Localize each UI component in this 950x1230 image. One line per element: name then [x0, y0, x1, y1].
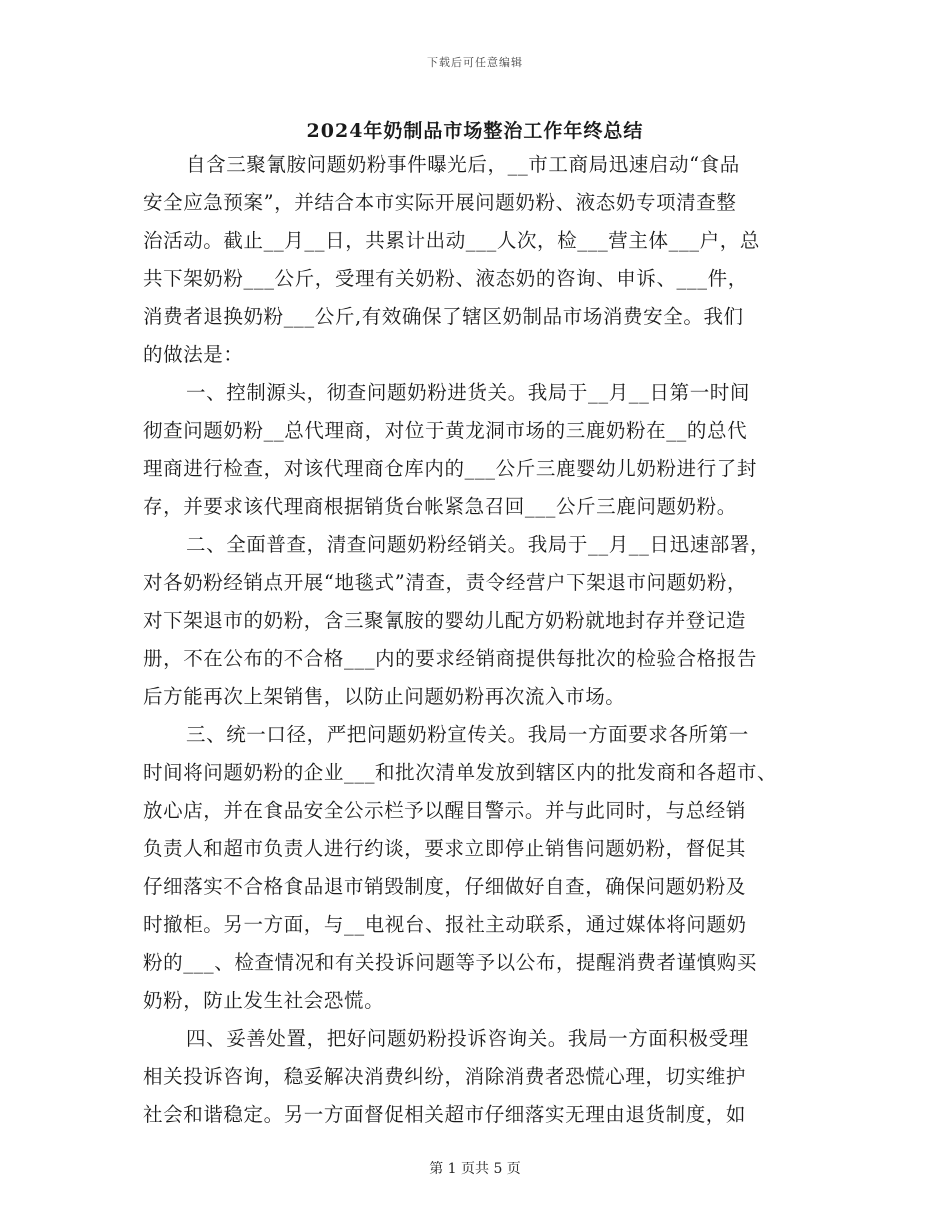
- text-line: 时间将问题奶粉的企业___和批次清单发放到辖区内的批发商和各超市、: [143, 761, 778, 784]
- text-line: 对下架退市的奶粉，含三聚氰胺的婴幼儿配方奶粉就地封存并登记造: [143, 609, 747, 632]
- text-line: 一、控制源头，彻查问题奶粉进货关。我局于__月__日第一时间: [186, 381, 751, 404]
- text-line: 彻查问题奶粉__总代理商，对位于黄龙洞市场的三鹿奶粉在__的总代: [143, 419, 748, 442]
- text-line: 册，不在公布的不合格___内的要求经销商提供每批次的检验合格报告: [143, 647, 757, 670]
- header-note: 下载后可任意编辑: [427, 56, 523, 69]
- text-line: 存，并要求该代理商根据销货台帐紧急召回___公斤三鹿问题奶粉。: [143, 495, 737, 518]
- text-line: 自含三聚氰胺问题奶粉事件曝光后，__市工商局迅速启动“食品: [186, 153, 740, 176]
- text-line: 理商进行检查，对该代理商仓库内的___公斤三鹿婴幼儿奶粉进行了封: [143, 457, 757, 480]
- text-line: 仔细落实不合格食品退市销毁制度，仔细做好自查，确保问题奶粉及: [143, 875, 747, 898]
- document-title: 2024年奶制品市场整治工作年终总结: [306, 120, 644, 142]
- text-line: 时撤柜。另一方面，与__电视台、报社主动联系，通过媒体将问题奶: [143, 913, 747, 936]
- text-line: 共下架奶粉___公斤，受理有关奶粉、液态奶的咨询、申诉、___件，: [143, 267, 748, 290]
- text-line: 社会和谐稳定。另一方面督促相关超市仔细落实无理由退货制度，如: [143, 1103, 747, 1126]
- text-line: 的做法是：: [143, 343, 244, 366]
- text-line: 相关投诉咨询，稳妥解决消费纠纷，消除消费者恐慌心理，切实维护: [143, 1065, 747, 1088]
- page-footer: 第 1 页共 5 页: [429, 1161, 521, 1177]
- text-line: 二、全面普查，清查问题奶粉经销关。我局于__月__日迅速部署，: [186, 533, 771, 556]
- text-line: 三、统一口径，严把问题奶粉宣传关。我局一方面要求各所第一: [186, 723, 749, 746]
- text-line: 粉的___、检查情况和有关投诉问题等予以公布，提醒消费者谨慎购买: [143, 951, 757, 974]
- text-line: 治活动。截止__月__日，共累计出动___人次，检___营主体___户，总: [143, 229, 760, 252]
- text-line: 后方能再次上架销售，以防止问题奶粉再次流入市场。: [143, 685, 626, 708]
- text-line: 对各奶粉经销点开展“地毯式”清查，责令经营户下架退市问题奶粉，: [143, 571, 748, 594]
- text-line: 消费者退换奶粉___公斤,有效确保了辖区奶制品市场消费安全。我们: [143, 305, 744, 328]
- text-line: 四、妥善处置，把好问题奶粉投诉咨询关。我局一方面积极受理: [186, 1027, 749, 1050]
- text-line: 奶粉，防止发生社会恐慌。: [143, 989, 385, 1012]
- text-line: 安全应急预案”，并结合本市实际开展问题奶粉、液态奶专项清查整: [143, 191, 737, 214]
- text-line: 放心店，并在食品安全公示栏予以醒目警示。并与此同时，与总经销: [143, 799, 747, 822]
- text-line: 负责人和超市负责人进行约谈，要求立即停止销售问题奶粉，督促其: [143, 837, 747, 860]
